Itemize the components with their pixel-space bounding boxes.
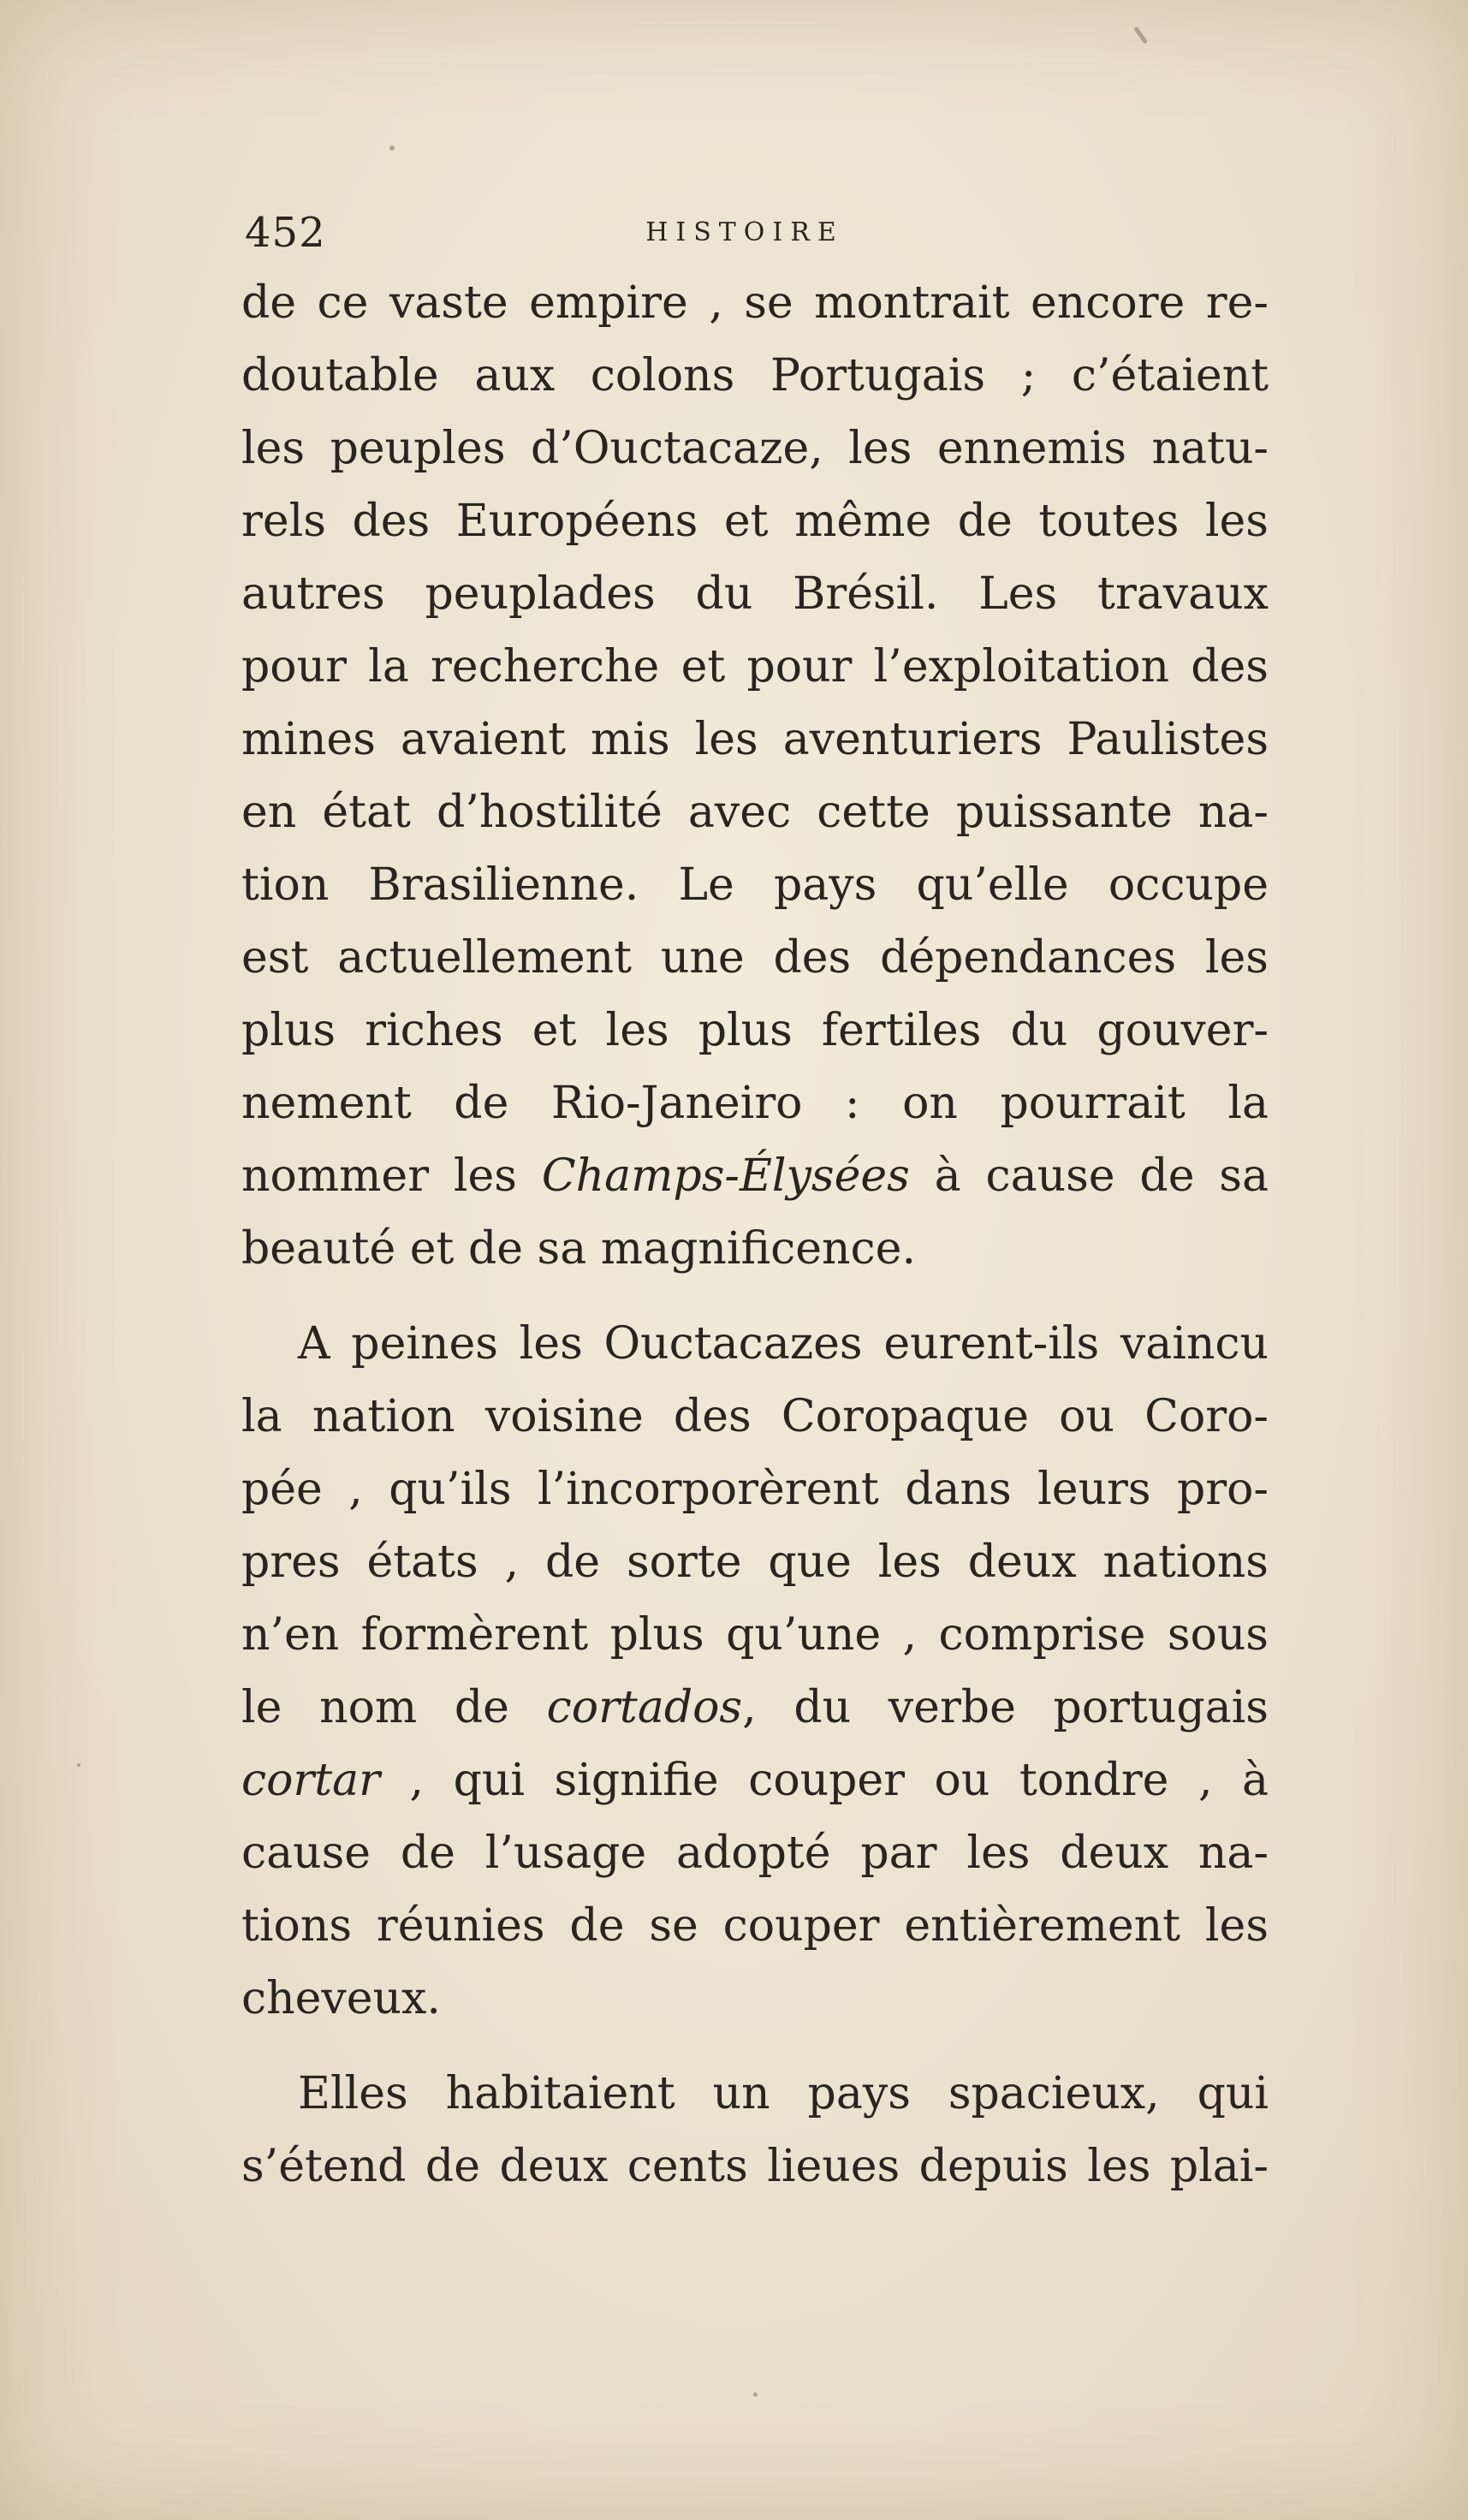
paper-speck (77, 1763, 80, 1767)
paragraph (241, 1308, 1269, 2036)
text-line: s’étend de deux cents lieues depuis les plai- (241, 2141, 1269, 2192)
text-line: pée , qu’ils l’incorporèrent dans leurs pro- (241, 1464, 1269, 1515)
text-line: A peines les Ouctacazes eurent-ils vaincu (298, 1318, 1269, 1370)
paper-speck (389, 146, 395, 151)
text-line: de ce vaste empire , se montrait encore re- (241, 277, 1269, 329)
text-line: la nation voisine des Coropaque ou Coro- (241, 1391, 1269, 1442)
body-text (241, 267, 1269, 2203)
text-line: n’en formèrent plus qu’une , comprise sous (241, 1609, 1269, 1661)
text-line: nement de Rio-Janeiro : on pourrait la (241, 1078, 1269, 1129)
text-run: nommer les (241, 1150, 542, 1202)
text-line: Elles habitaient un pays spacieux, qui (298, 2068, 1269, 2119)
paragraph (241, 267, 1269, 1286)
text-line: rels des Européens et même de toutes les (241, 496, 1269, 547)
text-line: les peuples d’Ouctacaze, les ennemis natu- (241, 423, 1269, 474)
text-line: pour la recherche et pour l’exploitation des (241, 641, 1269, 692)
running-head: HISTOIRE (645, 217, 844, 247)
page-header (0, 199, 1468, 267)
text-run: à cause de sa (909, 1150, 1269, 1202)
text-run: , du verbe portugais (742, 1682, 1269, 1733)
text-line: mines avaient mis les aventuriers Paulistes (241, 714, 1269, 765)
text-line: tions réunies de se couper entièrement les (241, 1900, 1269, 1952)
paper-speck (753, 2392, 758, 2397)
text-line: beauté et de sa magnificence. (241, 1223, 916, 1275)
text-line: pres états , de sorte que les deux nations (241, 1536, 1269, 1588)
text-line: plus riches et les plus fertiles du gouver- (241, 1005, 1269, 1056)
text-run: le nom de (241, 1682, 547, 1733)
page-number: 452 (245, 209, 326, 257)
text-line (241, 1744, 1269, 1817)
paragraph-gap (241, 1286, 1269, 1308)
text-line: est actuellement une des dépendances les (241, 932, 1269, 984)
text-line: autres peuplades du Brésil. Les travaux (241, 568, 1269, 620)
paragraph-gap (241, 2036, 1269, 2058)
text-run: , qui signifie couper ou tondre , à (380, 1755, 1269, 1806)
text-line: en état d’hostilité avec cette puissante na- (241, 787, 1269, 838)
text-line: cheveux. (241, 1973, 441, 2024)
text-line: doutable aux colons Portugais ; c’étaient (241, 350, 1269, 401)
italic-term: Champs-Élysées (541, 1150, 910, 1202)
paper-speck (1133, 27, 1148, 45)
text-line (241, 1140, 1269, 1213)
italic-term: cortar (241, 1755, 381, 1806)
text-line: tion Brasilienne. Le pays qu’elle occupe (241, 859, 1269, 911)
text-line: cause de l’usage adopté par les deux na- (241, 1828, 1269, 1879)
paragraph (241, 2058, 1269, 2203)
italic-term: cortados (546, 1682, 743, 1733)
text-line (241, 1672, 1269, 1744)
